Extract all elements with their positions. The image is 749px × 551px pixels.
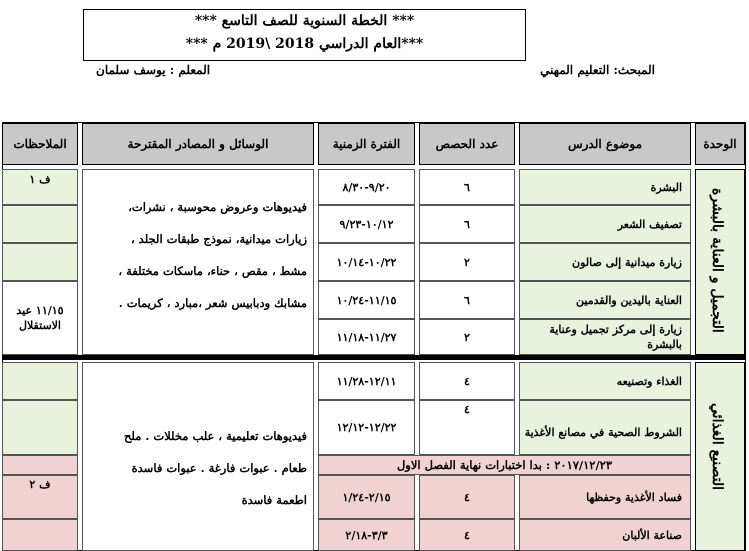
note-cell: ف ١ <box>2 169 78 205</box>
unit1-topic: زيارة ميدانية إلى صالون <box>519 243 691 281</box>
unit1-topic: زيارة إلى مركز تجميل وعناية بالبشرة <box>519 319 691 355</box>
unit1-period: ١٠/٢٢-١٠/١٤ <box>318 243 415 281</box>
note-cell <box>2 243 78 281</box>
unit1-period: ١١/١٥-١٠/٢٤ <box>318 281 415 319</box>
unit1-period: ٩/٢٠-٨/٣٠ <box>318 169 415 205</box>
header-unit: الوحدة <box>695 123 745 165</box>
exam-banner: ٢٠١٧/١٢/٢٣ : بدا اختبارات نهاية الفصل الاول <box>318 455 691 475</box>
unit1-topic: العناية باليدين والقدمين <box>519 281 691 319</box>
resource-line: مشابك ودبابيس شعر ،مبارد ، كريمات . <box>118 296 307 310</box>
unit1-period: ١٠/١٢-٩/٢٣ <box>318 205 415 243</box>
unit-divider <box>2 355 746 360</box>
unit1-count: ٦ <box>419 205 515 243</box>
title-box <box>83 9 526 61</box>
plan-title: *** الخطة السنوية للصف التاسع *** <box>194 13 415 29</box>
unit2-period: ٢/١٥-١/٢٤ <box>318 475 415 519</box>
school-year: *** العام الدراسي 2018 \2019 م*** <box>185 36 424 52</box>
unit2-count: ٤ <box>419 400 515 455</box>
resource-line: فيديوهات تعليمية ، علب مخللات . ملح <box>123 429 307 443</box>
note-independence: ١١/١٥ عيد الاستقلال <box>2 281 78 355</box>
unit2-period: ١٢/٢٢-١٢/١٢ <box>318 400 415 455</box>
unit1-count: ٦ <box>419 281 515 319</box>
unit2-topic: الشروط الصحية في مصانع الأغذية <box>519 400 691 455</box>
unit1-cell <box>695 169 745 355</box>
unit1-count: ٦ <box>419 169 515 205</box>
header-topic: موضوع الدرس <box>519 123 691 165</box>
note-semester2: ف ٢ <box>2 475 78 519</box>
unit1-count: ٢ <box>419 319 515 355</box>
resource-line: مشط ، مقص ، حناء، ماسكات مختلفة ، <box>118 264 307 278</box>
unit2-period: ٣/٣-٢/١٨ <box>318 519 415 551</box>
teacher-label: المعلم : يوسف سلمان <box>96 63 211 77</box>
note-cell <box>2 362 78 400</box>
resource-line: زيارات ميدانية، نموذج طبقات الجلد ، <box>130 232 307 246</box>
header-notes: الملاحظات <box>2 123 78 165</box>
unit2-count: ٤ <box>419 519 515 551</box>
note-cell <box>2 205 78 243</box>
unit2-topic: الغذاء وتصنيعه <box>519 362 691 400</box>
unit2-cell <box>695 362 745 551</box>
subject-label: المبحث: التعليم المهني <box>540 63 655 77</box>
unit1-resources-cell <box>82 169 314 355</box>
note-cell <box>2 455 78 475</box>
header-period: الفترة الزمنية <box>318 123 415 165</box>
unit2-resources-cell <box>82 362 314 551</box>
resource-line: فيديوهات وعروض محوسبة ، نشرات، <box>128 200 307 214</box>
unit2-count: ٤ <box>419 362 515 400</box>
unit1-topic: تصفيف الشعر <box>519 205 691 243</box>
note-cell <box>2 519 78 551</box>
unit2-period: ١٢/١١-١١/٢٨ <box>318 362 415 400</box>
note-cell <box>2 400 78 455</box>
header-resources: الوسائل و المصادر المقترحة <box>82 123 314 165</box>
resource-line: اطعمة فاسدة <box>241 493 307 507</box>
unit1-name: التجميل و العناية بالبشرة <box>709 188 725 333</box>
unit1-count: ٢ <box>419 243 515 281</box>
unit2-count: ٤ <box>419 475 515 519</box>
unit1-period: ١١/٢٧-١١/١٨ <box>318 319 415 355</box>
unit2-topic: صناعة الألبان <box>519 519 691 551</box>
unit2-topic: فساد الأغذية وحفظها <box>519 475 691 519</box>
unit1-topic: البشرة <box>519 169 691 205</box>
resource-line: طعام . عبوات فارغة . عبوات فاسدة <box>131 461 307 475</box>
header-count: عدد الحصص <box>419 123 515 165</box>
unit2-name: التصنيع الغذائي <box>709 403 725 491</box>
